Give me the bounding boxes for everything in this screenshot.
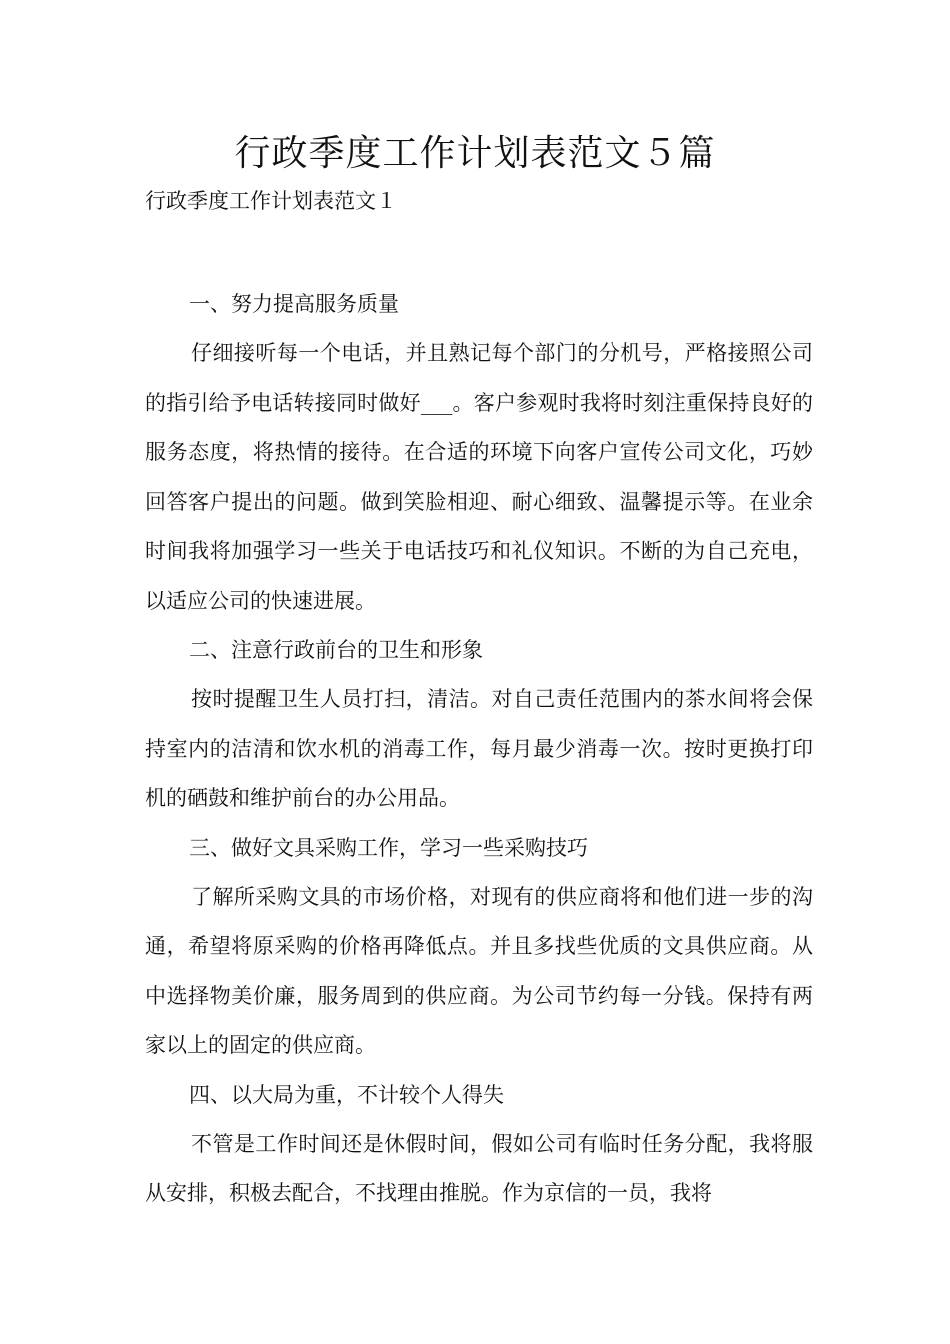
section-heading-4: 四、以大局为重，不计较个人得失 bbox=[189, 1082, 504, 1107]
section-heading-2: 二、注意行政前台的卫生和形象 bbox=[189, 638, 483, 662]
section-paragraph-2: 按时提醒卫生人员打扫，清洁。对自己责任范围内的茶水间将会保持室内的洁清和饮水机的消毒工作，每月最少消毒一次。按时更换打印机的硒鼓和维护前台的办公用品。 bbox=[145, 687, 813, 810]
section-paragraph-1: 仔细接听每一个电话，并且熟记每个部门的分机号，严格接照公司的指引给予电话转接同时做好___。客户参观时我将时刻注重保持良好的服务态度，将热情的接待。在合适的环境下向客户宣传公司文化，巧妙回答客户提出的问题。做到笑脸相迎、耐心细致、温馨提示等。在业余时间我将加强学习一些关于电话技巧和礼仪知识。不断的为自己充电，以适应公司的快速进展。 bbox=[145, 341, 813, 613]
document-title: 行政季度工作计划表范文５篇 bbox=[234, 133, 716, 174]
section-heading-3: 三、做好文具采购工作，学习一些采购技巧 bbox=[189, 835, 588, 860]
document-subtitle: 行政季度工作计划表范文１ bbox=[145, 189, 397, 213]
section-paragraph-4: 不管是工作时间还是休假时间，假如公司有临时任务分配，我将服从安排，积极去配合，不找理由推脱。作为京信的一员，我将 bbox=[145, 1131, 813, 1205]
document-body bbox=[145, 280, 813, 1219]
section-paragraph-3: 了解所采购文具的市场价格，对现有的供应商将和他们进一步的沟通，希望将原采购的价格再降低点。并且多找些优质的文具供应商。从中选择物美价廉，服务周到的供应商。为公司节约每一分钱。保持有两家以上的固定的供应商。 bbox=[145, 884, 813, 1057]
section-heading-1: 一、努力提高服务质量 bbox=[189, 292, 399, 316]
